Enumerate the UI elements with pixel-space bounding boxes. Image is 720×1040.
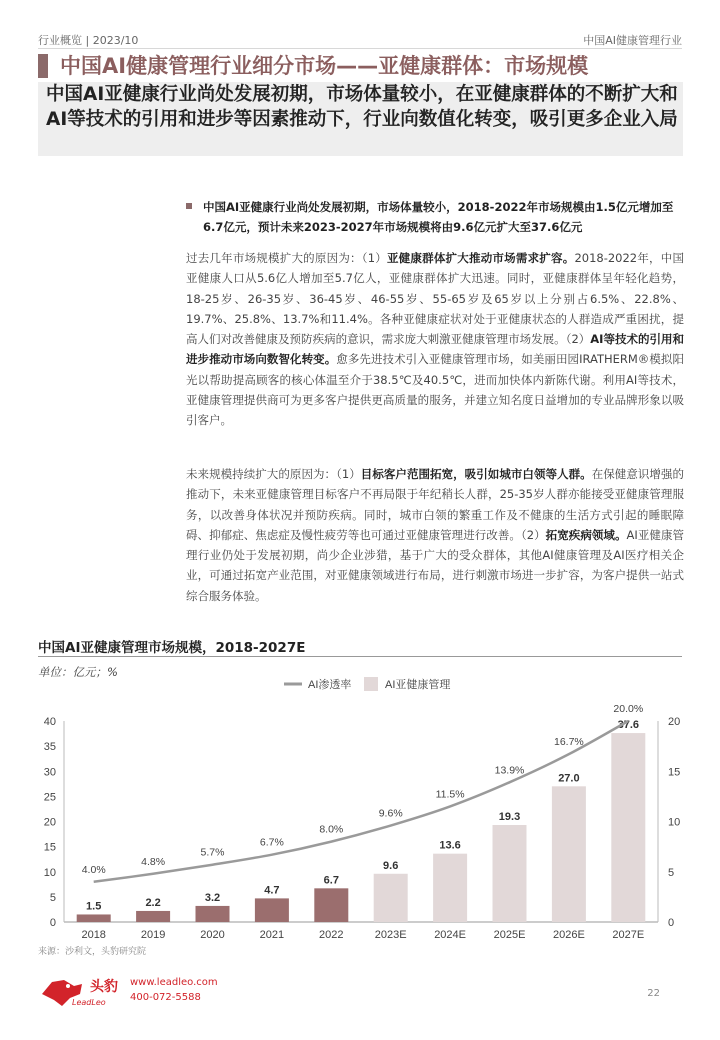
bar (374, 874, 408, 922)
y-left-tick-label: 0 (49, 917, 56, 929)
y-left-tick-label: 35 (43, 741, 56, 754)
para2-bold-2: 拓宽疾病领域。 (545, 527, 627, 542)
page-title: 中国AI健康管理行业细分市场——亚健康群体：市场规模 (60, 54, 589, 78)
para1-bold-1: 亚健康群体扩大推动市场需求扩容。 (386, 251, 575, 265)
x-tick-label: 2026E (552, 929, 585, 940)
legend-bar-label: AI亚健康管理 (385, 679, 451, 691)
line-value-label: 4.0% (81, 863, 106, 876)
x-tick-label: 2023E (374, 929, 407, 940)
paragraph-past-growth (186, 248, 684, 431)
para1-bold-2: AI等技术的引用和进步推动市场向数智化转变。 (186, 332, 685, 367)
header-industry-label: 中国AI健康管理行业 (583, 34, 682, 47)
para2-text-2: 在保健意识增强的推动下，未来亚健康管理目标客户不再局限于年纪稍长人群，25-35岁人群亦能接受亚健康管理服务，以改善身体状况并预防疾病。同时，城市白领的繁重工作及不健康的生活方式引起的睡眠障碍、抑郁症、焦虑症及慢性疲劳等也可通过亚健康管理进行改善。（2） (186, 467, 684, 542)
y-right-tick-label: 10 (668, 816, 681, 829)
bar (552, 786, 586, 922)
bar-value-label: 13.6 (439, 839, 461, 852)
paragraph-future-growth (186, 464, 684, 606)
y-right-tick-label: 15 (668, 766, 681, 779)
line-value-label: 4.8% (141, 855, 166, 868)
para1-text-1: 过去几年市场规模扩大的原因为：（1） (186, 251, 387, 265)
x-tick-label: 2022 (319, 929, 344, 940)
x-tick-label: 2027E (612, 929, 645, 940)
legend-line-label: AI渗透率 (308, 679, 352, 691)
x-tick-label: 2024E (434, 929, 467, 940)
line-value-label: 5.7% (200, 846, 225, 859)
y-left-tick-label: 25 (43, 791, 56, 804)
bar (77, 914, 111, 922)
x-tick-label: 2021 (259, 929, 285, 940)
y-left-tick-label: 30 (43, 766, 56, 779)
chart-title-divider (38, 656, 682, 657)
title-accent-bar (38, 54, 48, 78)
bar (196, 906, 230, 922)
y-left-tick-label: 5 (49, 891, 56, 904)
bar-value-label: 2.2 (145, 896, 161, 909)
logo-english-name: LeadLeo (72, 998, 106, 1007)
bar (314, 888, 348, 922)
y-left-tick-label: 10 (43, 866, 56, 879)
line-value-label: 6.7% (259, 836, 284, 849)
source-note: 来源：沙利文，头豹研究院 (38, 947, 147, 957)
bar (493, 825, 527, 922)
bar-value-label: 1.5 (86, 900, 102, 913)
bar-value-label: 19.3 (498, 811, 521, 824)
key-finding-bullet: 中国AI亚健康行业尚处发展初期，市场体量较小，2018-2022年市场规模由1.5亿元增加至6.7亿元，预计未来2023-2027年市场规模将由9.6亿元扩大至37.6亿元 (203, 200, 674, 234)
y-left-tick-label: 15 (43, 841, 56, 854)
para1-text-3: 愈多先进技术引入亚健康管理市场，如美丽田园IRATHERM®模拟阳光以帮助提高顾客的核心体温至介于38.5℃及40.5℃，进而加快体内新陈代谢。利用AI等技术，亚健康管理提供商可为更多客户提供更高质量的服务，并建立知名度日益增加的专业品牌形象以吸引客户。 (186, 352, 684, 428)
market-size-chart (0, 670, 720, 940)
bar-value-label: 9.6 (383, 859, 399, 872)
para1-text-2: 2018-2022年，中国亚健康人口从5.6亿人增加至5.7亿人，亚健康群体扩大迅速。同时，亚健康群体呈年轻化趋势，18-25岁、26-35岁、36-45岁、46-55岁、55-65岁及65岁以上分别占6.5%、22.8%、19.7%、25.8%、13.7%和11.4%。各种亚健康症状对处于亚健康状态的人群造成严重困扰，提高人们对改善健康及预防疾病的意识，需求庞大刺激亚健康管理市场发展。（2） (186, 251, 684, 347)
bar (136, 911, 170, 922)
x-tick-label: 2025E (493, 929, 526, 940)
bar-value-label: 3.2 (204, 891, 221, 904)
x-tick-label: 2018 (81, 929, 106, 940)
bar-value-label: 4.7 (264, 884, 280, 897)
chart-title: 中国AI亚健康管理市场规模，2018-2027E (38, 640, 306, 656)
bar (433, 854, 467, 922)
x-tick-label: 2020 (200, 929, 225, 940)
header-section-label: 行业概览 | 2023/10 (38, 34, 139, 47)
chart-unit-label: 单位：亿元；% (38, 665, 118, 679)
line-value-label: 8.0% (319, 823, 344, 836)
bar-value-label: 27.0 (558, 772, 580, 785)
y-right-tick-label: 20 (668, 716, 681, 728)
page-subtitle: 中国AI亚健康行业尚处发展初期，市场体量较小，在亚健康群体的不断扩大和AI等技术的引用和进步等因素推动下，行业向数值化转变，吸引更多企业入局 (46, 84, 678, 130)
line-value-label: 13.9% (494, 764, 525, 777)
bar-value-label: 37.6 (617, 719, 640, 732)
para2-bold-1: 目标客户范围拓宽，吸引如城市白领等人群。 (360, 467, 592, 481)
bar-value-label: 6.7 (323, 874, 339, 887)
x-tick-label: 2019 (140, 929, 166, 940)
bar (255, 898, 289, 922)
bullet-square-icon (186, 203, 192, 209)
line-value-label: 11.5% (435, 788, 465, 801)
line-value-label: 20.0% (613, 703, 644, 715)
header-divider (38, 48, 682, 49)
line-value-label: 9.6% (378, 807, 403, 820)
para2-text-3: AI亚健康管理行业仍处于发展初期，尚少企业涉猎，基于广大的受众群体，其他AI健康管理及AI医疗相关企业，可通过拓宽产业范围，对亚健康领域进行布局，进行刺激市场进一步扩容，为客户提供一站式综合服务体验。 (186, 527, 684, 603)
logo-phone: 400-072-5588 (130, 992, 201, 1003)
y-left-tick-label: 40 (43, 716, 56, 728)
legend-bar-swatch (364, 677, 378, 691)
y-right-tick-label: 5 (668, 866, 675, 879)
page-number: 22 (647, 988, 660, 999)
logo-name: 头豹 (90, 979, 118, 995)
y-right-tick-label: 0 (668, 917, 675, 929)
para2-text-1: 未来规模持续扩大的原因为：（1） (186, 467, 361, 481)
bar (611, 733, 645, 922)
logo-website[interactable]: www.leadleo.com (130, 977, 218, 988)
line-value-label: 16.7% (554, 736, 584, 749)
penetration-rate-line (94, 721, 629, 882)
y-left-tick-label: 20 (43, 816, 56, 829)
